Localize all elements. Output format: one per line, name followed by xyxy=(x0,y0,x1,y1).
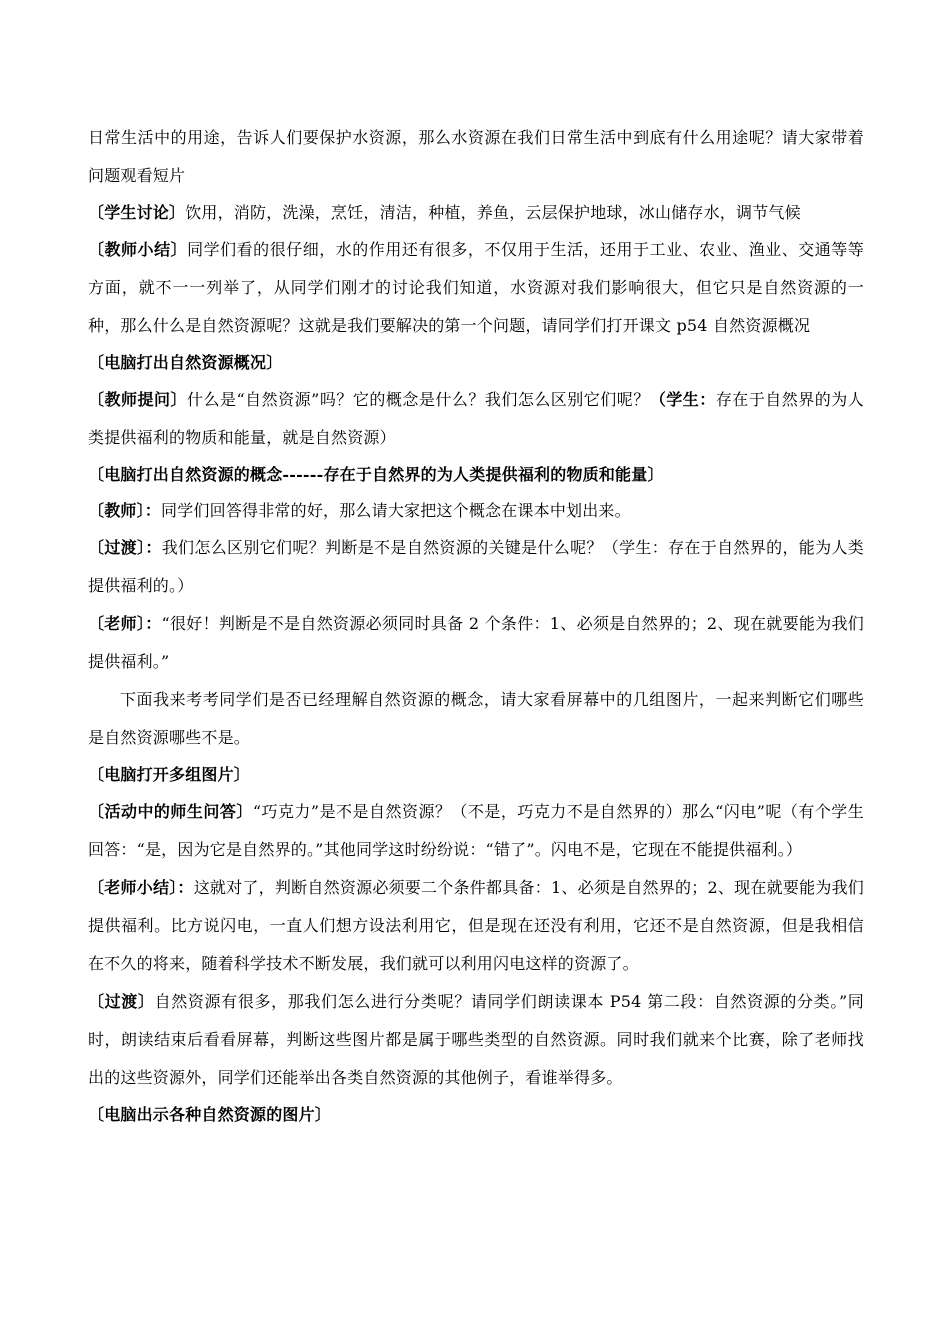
paragraph-text: 同学们回答得非常的好，那么请大家把这个概念在课本中划出来。 xyxy=(161,501,631,520)
paragraph-transition-1 xyxy=(88,529,864,605)
section-label: 〔电脑打开多组图片〕 xyxy=(88,765,251,784)
section-label: 〔过渡〕： xyxy=(88,538,162,557)
paragraph-teacher-summary-2 xyxy=(88,869,864,983)
paragraph-quiz-intro xyxy=(88,681,864,757)
paragraph-text: 什么是“自然资源”吗？它的概念是什么？我们怎么区别它们呢？ xyxy=(187,390,650,409)
paragraph-text: 饮用，消防，洗澡，烹饪，清洁，种植，养鱼，云层保护地球，冰山储存水，调节气候 xyxy=(185,203,801,222)
paragraph-teacher-question xyxy=(88,381,864,457)
section-label: 〔电脑打出自然资源概况〕 xyxy=(88,353,283,372)
section-label: 〔教师小结〕 xyxy=(88,240,188,259)
paragraph-text: 这就对了，判断自然资源必须要二个条件都具备：1、必须是自然界的；2、现在就要能为我们提供福利。比方说闪电，一直人们想方设法利用它，但是现在还没有利用，它还不是自然资源，但是我相信在不久的将来，随着科学技术不断发展，我们就可以利用闪电这样的资源了。 xyxy=(88,878,865,973)
paragraph-computer-images xyxy=(88,757,864,793)
paragraph-computer-concept xyxy=(88,457,864,493)
paragraph-computer-overview xyxy=(88,345,864,381)
section-label: 〔学生讨论〕 xyxy=(88,203,186,222)
paragraph-student-discussion xyxy=(88,195,864,231)
paragraph-activity-qa xyxy=(88,793,864,869)
paragraph-teacher-summary xyxy=(88,231,864,345)
section-label: 〔活动中的师生问答〕 xyxy=(88,802,253,821)
section-label: 〔过渡〕 xyxy=(88,992,155,1011)
section-label: 〔电脑打出自然资源的概念------存在于自然界的为人类提供福利的物质和能量〕 xyxy=(88,465,664,484)
paragraph-text: 下面我来考考同学们是否已经理解自然资源的概念，请大家看屏幕中的几组图片，一起来判断它们哪些是自然资源哪些不是。 xyxy=(88,690,864,747)
paragraph-transition-2 xyxy=(88,983,864,1097)
paragraph-teacher-instruction xyxy=(88,493,864,529)
paragraph-text: “巧克力”是不是自然资源？（不是，巧克力不是自然界的）那么“闪电”呢（有个学生回答：“是，因为它是自然界的。”其他同学这时纷纷说：“错了”。闪电不是，它现在不能提供福利。） xyxy=(88,802,864,859)
paragraph-text: 日常生活中的用途，告诉人们要保护水资源，那么水资源在我们日常生活中到底有什么用途呢？请大家带着问题观看短片 xyxy=(88,128,864,185)
section-label: 〔教师提问〕 xyxy=(88,390,187,409)
section-label: 〔老师小结〕： xyxy=(88,878,194,897)
paragraph-teacher-conditions xyxy=(88,605,864,681)
section-label: 〔老师〕： xyxy=(88,614,162,633)
paragraph-text: “很好！判断是不是自然资源必须同时具备 2 个条件：1、必须是自然界的；2、现在就要能为我们提供福利。” xyxy=(88,614,864,671)
section-label: 〔教师〕： xyxy=(88,501,162,520)
paragraph-water-uses-intro xyxy=(88,119,864,195)
section-label: 〔电脑出示各种自然资源的图片〕 xyxy=(88,1105,332,1124)
paragraph-text: 同学们看的很仔细，水的作用还有很多，不仅用于生活，还用于工业、农业、渔业、交通等等方面，就不一一列举了，从同学们刚才的讨论我们知道，水资源对我们影响很大，但它只是自然资源的一种，那么什么是自然资源呢？这就是我们要解决的第一个问题，请同学们打开课文 p54 自然资源概况 xyxy=(88,240,865,335)
student-label: （学生： xyxy=(649,390,716,409)
student-answer-text: 存在于自然界的为人类提供福利的物质和能量，就是自然资源） xyxy=(88,390,864,447)
paragraph-text: 我们怎么区别它们呢？判断是不是自然资源的关键是什么呢？（学生：存在于自然界的，能为人类提供福利的。） xyxy=(88,538,864,595)
paragraph-computer-resource-images xyxy=(88,1097,864,1133)
paragraph-text: 自然资源有很多，那我们怎么进行分类呢？请同学们朗读课本 P54 第二段：自然资源的分类。”同时，朗读结束后看看屏幕，判断这些图片都是属于哪些类型的自然资源。同时我们就来个比赛，除了老师找出的这些资源外，同学们还能举出各类自然资源的其他例子，看谁举得多。 xyxy=(88,992,864,1087)
